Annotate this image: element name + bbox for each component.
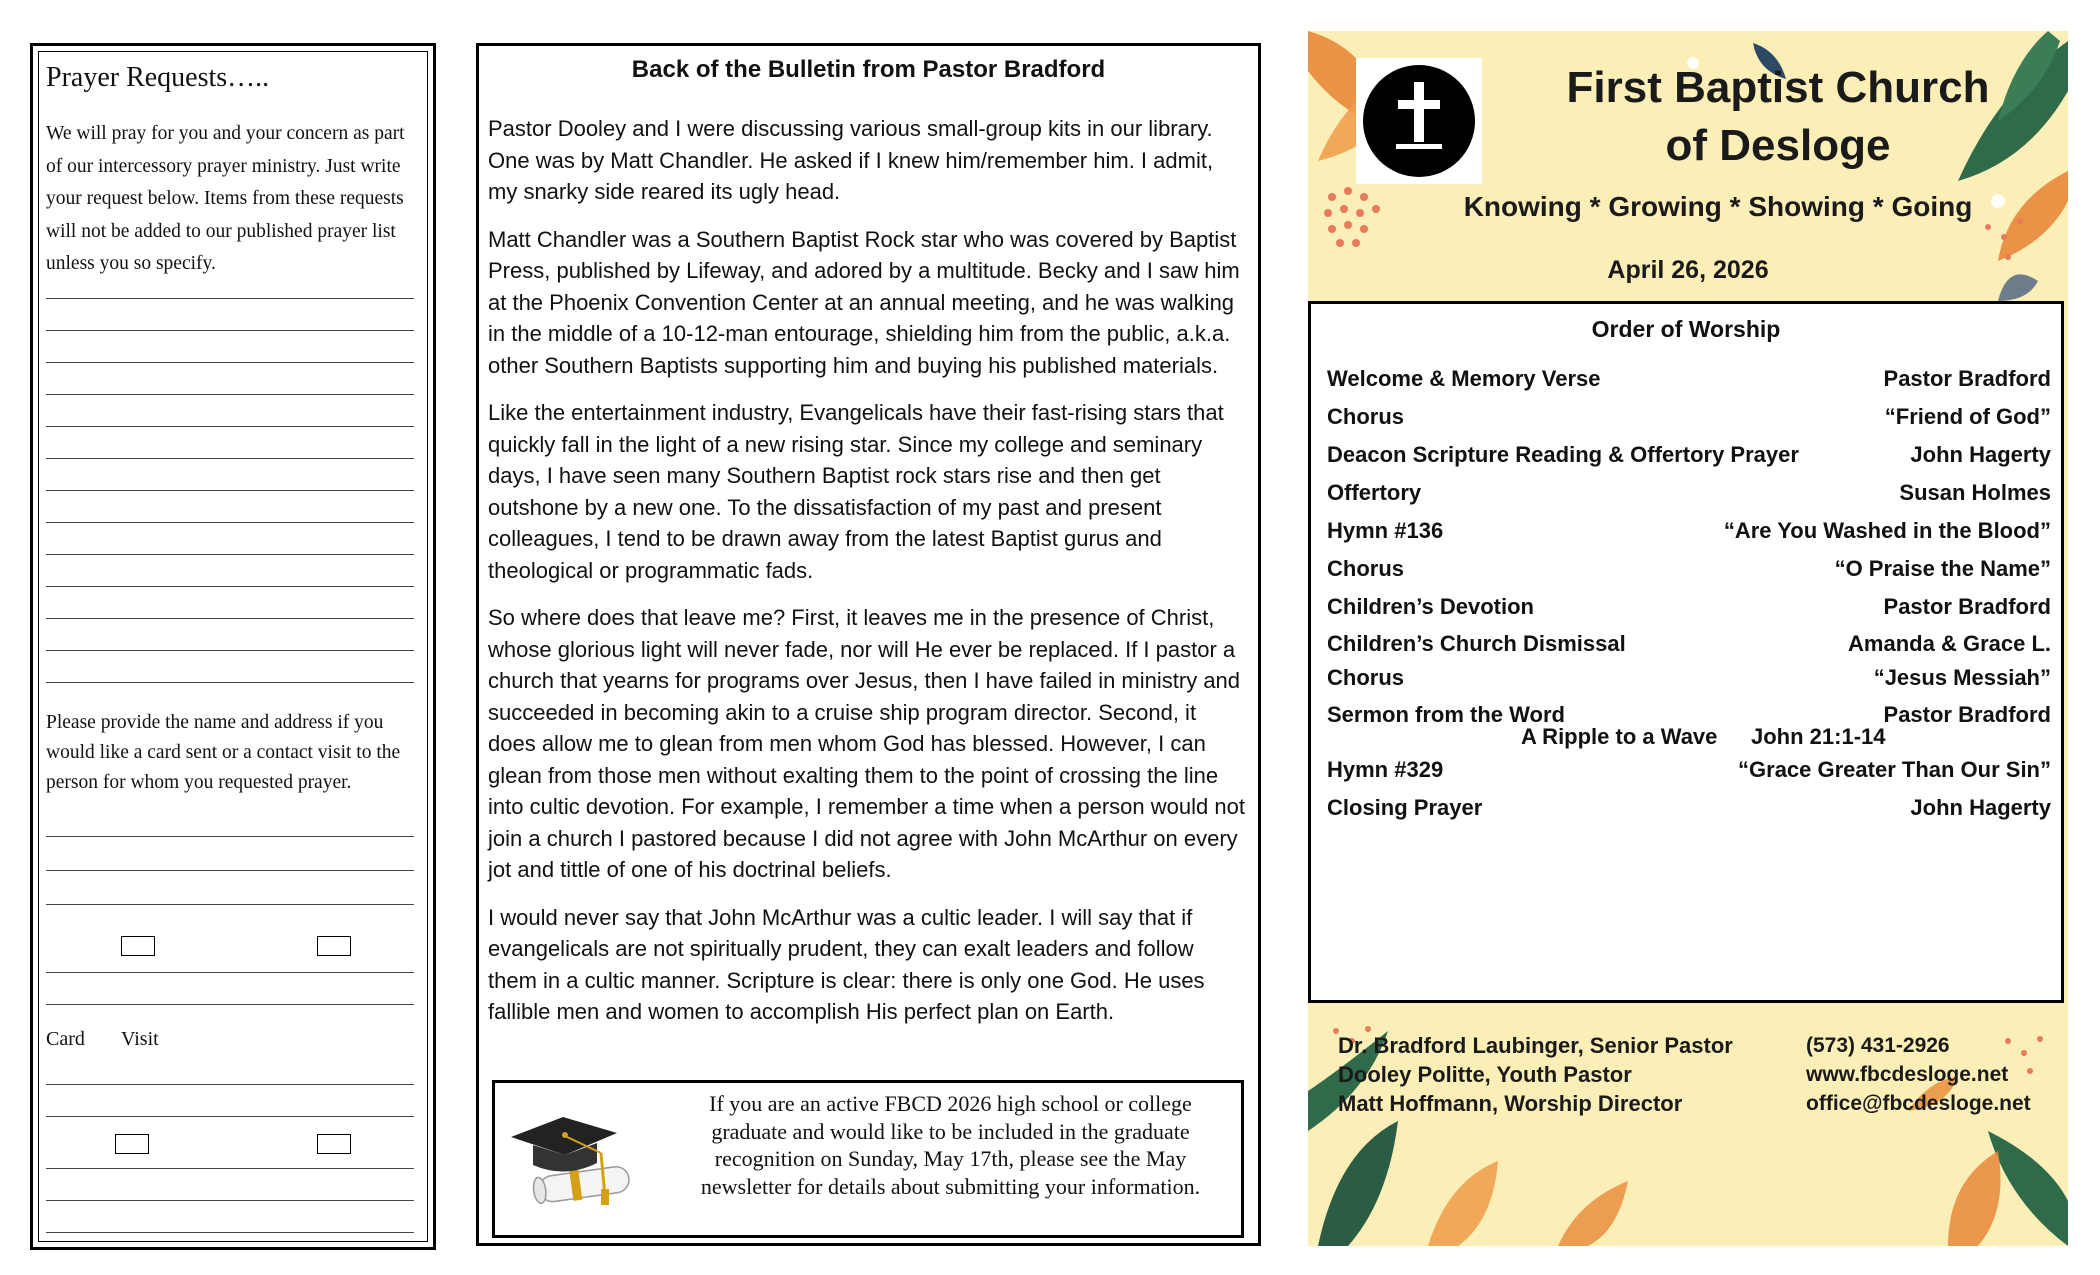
bulletin-cover-panel [1308,31,2068,1246]
prayer-requests-title: Prayer Requests….. [46,62,270,93]
order-of-worship-box [1308,301,2064,1003]
sermon-title: A Ripple to a Wave [1521,724,1718,749]
request-write-line[interactable] [46,458,414,459]
worship-item-row [1327,480,2051,506]
email-address[interactable]: office@fbcdesloge.net [1806,1092,2031,1115]
contact-write-line[interactable] [46,1168,414,1169]
request-write-line[interactable] [46,362,414,363]
worship-item-detail: “O Praise the Name” [1834,556,2051,581]
worship-item: Chorus [1327,665,1404,690]
contact-write-line[interactable] [46,836,414,837]
worship-item-detail: “Grace Greater Than Our Sin” [1738,757,2051,782]
staff-senior-pastor: Dr. Bradford Laubinger, Senior Pastor [1338,1033,1733,1058]
worship-item-detail: “Are You Washed in the Blood” [1723,518,2051,543]
article-body [488,113,1248,1044]
bulletin-date: April 26, 2026 [1607,256,1769,284]
worship-item: Sermon from the Word [1327,702,1565,727]
worship-item-detail: Amanda & Grace L. [1848,631,2051,656]
worship-item-row [1327,757,2051,783]
worship-item-detail: John Hagerty [1910,442,2051,467]
contact-request-text: Please provide the name and address if you would like a card sent or a contact visit to the person for whom you requested prayer. [46,712,401,793]
graduation-cap-icon [509,1103,633,1213]
request-write-line[interactable] [46,618,414,619]
prayer-intro-text: We will pray for you and your concern as part of our intercessory prayer ministry. Just write your request below. Items from these requests will not be added to our published prayer list unless you so specify. [46,123,405,274]
church-name-line2: of Desloge [1665,121,1891,170]
request-write-line[interactable] [46,650,414,651]
contact-write-line[interactable] [46,1084,414,1085]
church-name-line1: First Baptist Church [1566,63,1990,112]
worship-item-row [1327,631,2051,657]
contact-write-line[interactable] [46,870,414,871]
worship-item-row [1327,442,2051,468]
request-write-line[interactable] [46,394,414,395]
worship-item-row [1327,665,2051,691]
card-checkbox[interactable] [115,1134,149,1154]
request-write-line[interactable] [46,586,414,587]
worship-item: Children’s Church Dismissal [1327,631,1626,656]
visit-label: Visit [121,1028,159,1050]
request-write-line[interactable] [46,426,414,427]
request-write-line[interactable] [46,490,414,491]
card-label: Card [46,1028,85,1050]
card-checkbox[interactable] [121,936,155,956]
staff-worship-director: Matt Hoffmann, Worship Director [1338,1091,1683,1116]
article-paragraph: I would never say that John McArthur was a cultic leader. I will say that if evangelicals are not spiritually prudent, they can exalt leaders and follow them in a cultic manner. Scripture is clear: there is only one God. He uses fallible men and women to accomplish His perfect plan on Earth. [488,904,1205,1024]
worship-item-row [1327,518,2051,544]
worship-item: Hymn #329 [1327,757,1444,782]
worship-item: Welcome & Memory Verse [1327,366,1601,391]
worship-item-detail: “Jesus Messiah” [1873,665,2051,690]
worship-item: Closing Prayer [1327,795,1483,820]
graduate-notice-text: If you are an active FBCD 2026 high school or college graduate and would like to be included in the graduate recognition on Sunday, May 17th, please see the May newsletter for details about submitting your information. [700,1091,1201,1199]
contact-write-line[interactable] [46,1200,414,1201]
worship-item: Deacon Scripture Reading & Offertory Prayer [1327,442,1799,467]
worship-item-row [1327,795,2051,821]
contact-write-line[interactable] [46,972,414,973]
worship-item-detail: Pastor Bradford [1883,702,2051,727]
staff-list [1338,1031,1733,1118]
prayer-request-panel [30,43,436,1250]
worship-item-detail: Susan Holmes [1899,480,2051,505]
worship-item-row [1327,404,2051,430]
order-of-worship-title: Order of Worship [1591,316,1781,342]
cross-logo-icon [1356,58,1482,184]
worship-item: Children’s Devotion [1327,594,1534,619]
request-write-line[interactable] [46,298,414,299]
worship-item-detail: Pastor Bradford [1883,366,2051,391]
church-tagline: Knowing * Growing * Showing * Going [1463,191,1973,222]
church-logo [1356,58,1482,184]
worship-item-detail: “Friend of God” [1884,404,2051,429]
visit-checkbox[interactable] [317,936,351,956]
worship-item-detail: John Hagerty [1910,795,2051,820]
visit-checkbox[interactable] [317,1134,351,1154]
article-paragraph: Pastor Dooley and I were discussing various small-group kits in our library. One was by Matt Chandler. He asked if I knew him/remember him. I admit, my snarky side reared its ugly head. [488,116,1214,204]
website-link[interactable]: www.fbcdesloge.net [1806,1063,2009,1086]
contact-write-line[interactable] [46,1232,414,1233]
staff-youth-pastor: Dooley Politte, Youth Pastor [1338,1062,1632,1087]
article-title: Back of the Bulletin from Pastor Bradford [631,56,1106,83]
worship-item: Hymn #136 [1327,518,1444,543]
worship-item-row [1327,366,2051,392]
worship-item: Chorus [1327,556,1404,581]
article-paragraph: So where does that leave me? First, it leaves me in the presence of Christ, whose glorious light will never fade, nor will He ever be replaced. If I pastor a church that yearns for programs over Jesus, then I have failed in ministry and succeeded in becoming akin to a cruise ship program director. Second, it does allow me to glean from men whom God has blessed. However, I can glean from those men without exalting them to the point of crossing the line into cultic devotion. For example, I remember a time when a person would not join a church I pastored because I did not agree with John McArthur on every jot and tittle of one of his doctrinal beliefs. [488,605,1245,882]
worship-item: Chorus [1327,404,1404,429]
contact-write-line[interactable] [46,904,414,905]
pastor-article-panel [476,43,1261,1246]
worship-item-row [1327,594,2051,620]
prayer-request-inner-border [38,51,428,1242]
phone-number: (573) 431-2926 [1806,1034,1950,1057]
contact-write-line[interactable] [46,1116,414,1117]
article-paragraph: Like the entertainment industry, Evangelicals have their fast-rising stars that quickly fall in the light of a new rising star. Since my college and seminary days, I have seen many Southern Baptist rock stars rise and then get outshone by a new one. To the dissatisfaction of my past and present colleagues, I tend to be drawn away from the latest Baptist gurus and theological or programmatic fads. [488,400,1224,583]
request-write-line[interactable] [46,522,414,523]
article-paragraph: Matt Chandler was a Southern Baptist Rock star who was covered by Baptist Press, published by Lifeway, and adored by a multitude. Becky and I saw him at the Phoenix Convention Center at an annual meeting, and he was walking in the middle of a 10-12-man entourage, shielding him from the public, a.k.a. other Southern Baptists supporting him and buying his published materials. [488,226,1240,378]
worship-item-detail: Pastor Bradford [1883,594,2051,619]
sermon-scripture: John 21:1-14 [1751,724,1886,749]
request-write-line[interactable] [46,554,414,555]
request-write-line[interactable] [46,682,414,683]
graduate-notice-box [492,1080,1244,1238]
worship-item-row [1327,556,2051,582]
worship-item: Offertory [1327,480,1422,505]
contact-info [1806,1031,2031,1118]
contact-write-line[interactable] [46,1004,414,1005]
request-write-line[interactable] [46,330,414,331]
